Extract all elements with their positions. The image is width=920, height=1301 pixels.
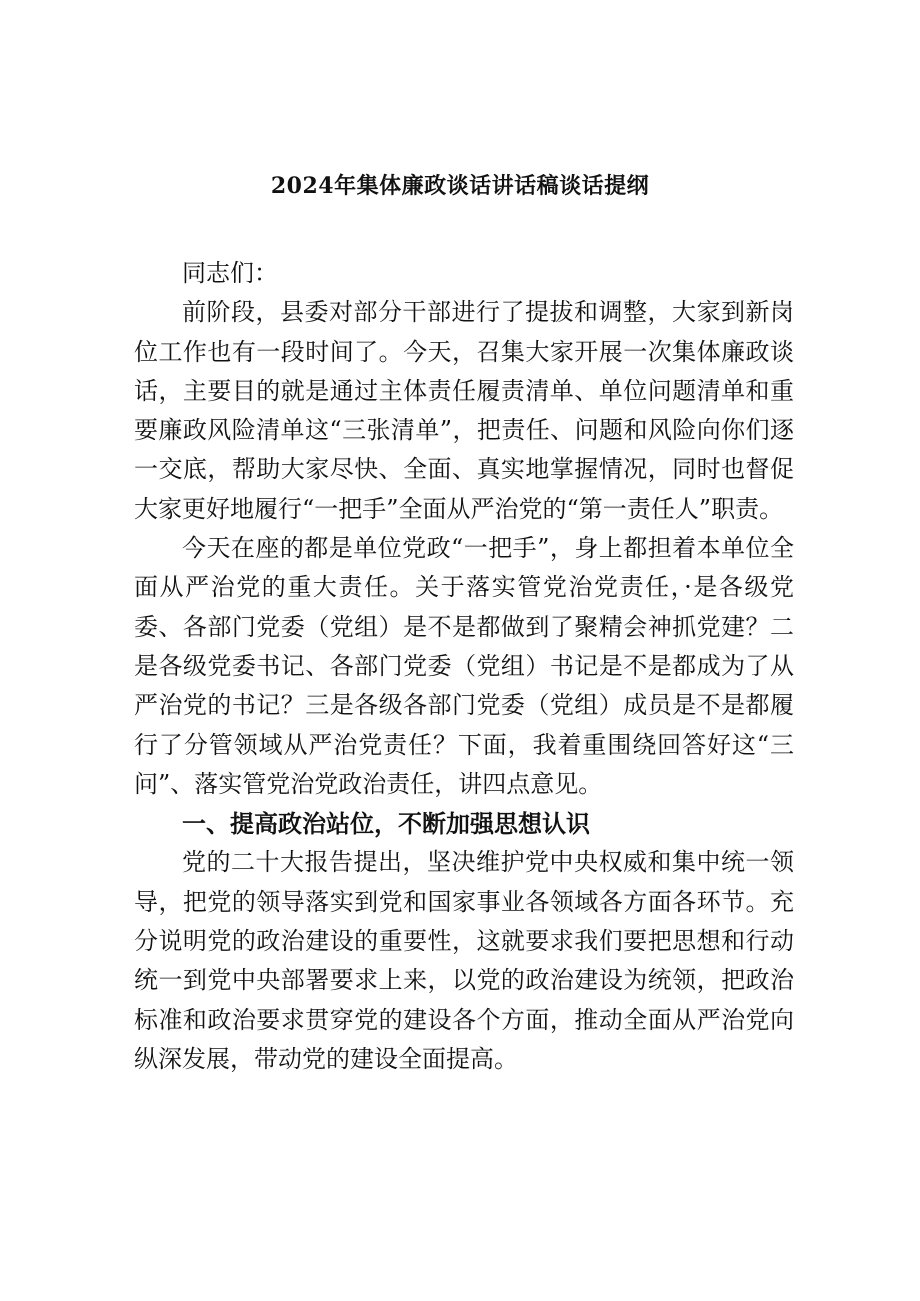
- section-heading: 一、提高政治站位，不断加强思想认识: [182, 809, 590, 839]
- salutation: 同志们：: [182, 259, 278, 287]
- paragraph-intro: 前阶段，县委对部分干部进行了提拔和调整，大家到新岗位工作也有一段时间了。今天，召集大家开展一次集体廉政谈话，主要目的就是通过主体责任履责清单、单位问题清单和重要廉政风险清单这“三张清单”，把责任、问题和风险向你们逐一交底，帮助大家尽快、全面、真实地掌握情况，同时也督促大家更好地履行“一把手”全面从严治党的“第一责任人”职责。: [134, 298, 794, 523]
- paragraph-responsibility: 今天在座的都是单位党政“一把手”，身上都担着本单位全面从严治党的重大责任。关于落实管党治党责任，·是各级党委、各部门党委（党组）是不是都做到了聚精会神抓党建？二是各级党委书记、各部门党委（党组）书记是不是都成为了从严治党的书记？三是各级各部门党委（党组）成员是不是都履行了分管领域从严治党责任？下面，我着重围绕回答好这“三问”、落实管党治党政治责任，讲四点意见。: [134, 534, 794, 798]
- document-title: 2024年集体廉政谈话讲话稿谈话提纲: [270, 173, 650, 199]
- document-body: [134, 254, 794, 1079]
- section-paragraph: 党的二十大报告提出，坚决维护党中央权威和集中统一领导，把党的领导落实到党和国家事业各领域各方面各环节。充分说明党的政治建设的重要性，这就要求我们要把思想和行动统一到党中央部署要求上来，以党的政治建设为统领，把政治标准和政治要求贯穿党的建设各个方面，推动全面从严治党向纵深发展，带动党的建设全面提高。: [134, 848, 794, 1073]
